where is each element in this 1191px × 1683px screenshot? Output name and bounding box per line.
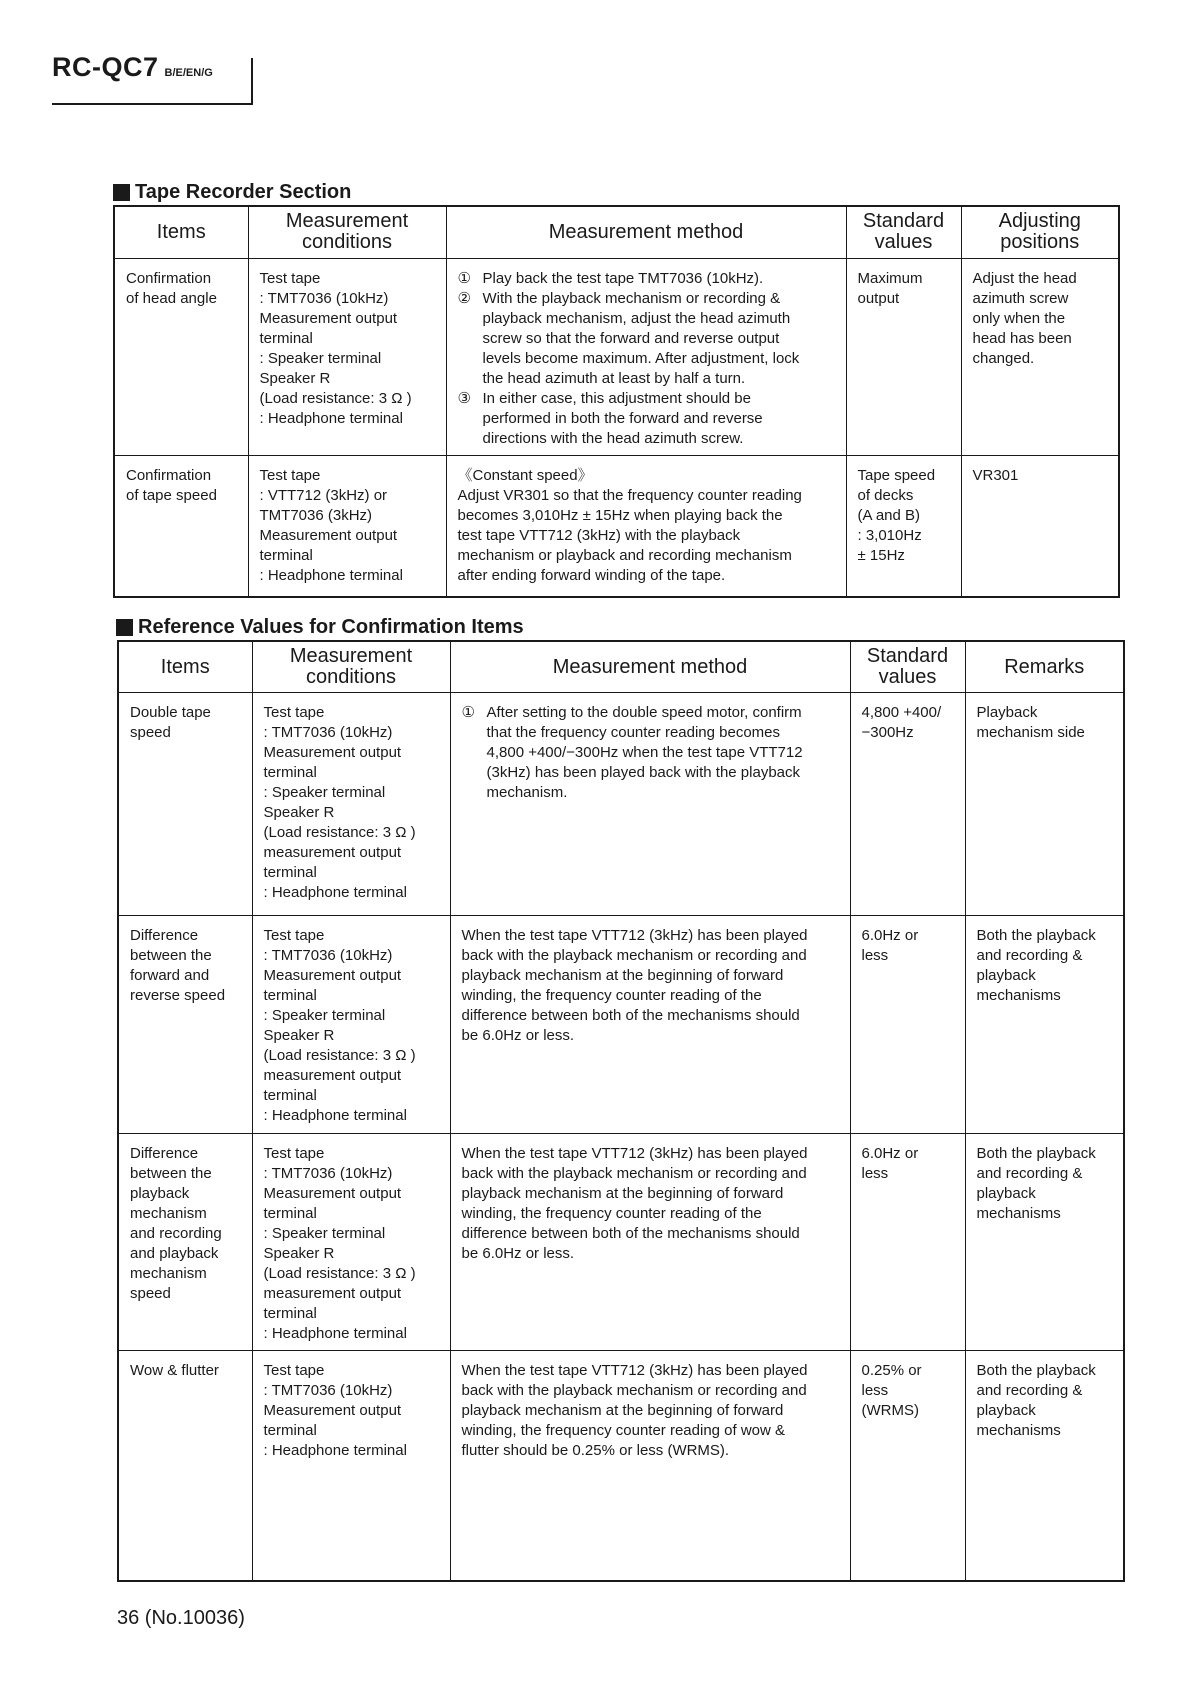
conditions-cell: Test tape : TMT7036 (10kHz) Measurement output terminal : Speaker terminal Speaker R (Load resistance: 3 Ω ) measurement output terminal : Headphone terminal: [252, 1134, 450, 1351]
square-bullet-icon: [116, 619, 133, 636]
method-step: ③ In either case, this adjustment should be performed in both the forward and reverse directions with the head azimuth screw.: [457, 389, 763, 447]
table-header-row: [114, 206, 1119, 258]
model-title: RC-QC7: [52, 52, 159, 82]
column-header: Measurement conditions: [248, 206, 446, 258]
method-step: ① Play back the test tape TMT7036 (10kHz).: [457, 269, 764, 287]
section-title-tape-recorder: [113, 181, 351, 204]
item-cell: Confirmation of tape speed: [114, 455, 248, 597]
method-step: ① After setting to the double speed motor, confirm that the frequency counter reading becomes 4,800 +400/−300Hz when the test tape VTT712 (3kHz) has been played back with the playback mechanism.: [461, 704, 803, 801]
remarks-cell: Playback mechanism side: [965, 693, 1124, 916]
section-title-reference-values: [116, 616, 524, 639]
column-header: Measurement method: [446, 206, 846, 258]
reference-values-table: [117, 640, 1125, 1582]
standard-values-cell: 6.0Hz or less: [850, 916, 965, 1134]
header-rule-tick: [251, 58, 253, 105]
section-title-text: Reference Values for Confirmation Items: [138, 616, 524, 638]
tape-recorder-table: [113, 205, 1120, 598]
item-cell: Wow & flutter: [118, 1351, 252, 1581]
column-header: Standard values: [846, 206, 961, 258]
column-header: Adjusting positions: [961, 206, 1119, 258]
adjusting-positions-cell: Adjust the head azimuth screw only when the head has been changed.: [961, 258, 1119, 455]
header-rule: [52, 103, 252, 105]
standard-values-cell: Tape speed of decks (A and B) : 3,010Hz ± 15Hz: [846, 455, 961, 597]
column-header: Items: [114, 206, 248, 258]
standard-values-cell: 4,800 +400/ −300Hz: [850, 693, 965, 916]
item-cell: Difference between the playback mechanism and recording and playback mechanism speed: [118, 1134, 252, 1351]
item-cell: Double tape speed: [118, 693, 252, 916]
column-header: Measurement conditions: [252, 641, 450, 693]
remarks-cell: Both the playback and recording & playback mechanisms: [965, 916, 1124, 1134]
conditions-cell: Test tape : TMT7036 (10kHz) Measurement output terminal : Speaker terminal Speaker R (Load resistance: 3 Ω ) : Headphone terminal: [248, 258, 446, 455]
remarks-cell: Both the playback and recording & playback mechanisms: [965, 1134, 1124, 1351]
column-header: Measurement method: [450, 641, 850, 693]
conditions-cell: Test tape : TMT7036 (10kHz) Measurement output terminal : Speaker terminal Speaker R (Load resistance: 3 Ω ) measurement output terminal : Headphone terminal: [252, 693, 450, 916]
adjusting-positions-cell: VR301: [961, 455, 1119, 597]
method-step: ② With the playback mechanism or recording & playback mechanism, adjust the head azimuth screw so that the forward and reverse output levels become maximum. After adjustment, lock the head azimuth at least by half a turn.: [457, 289, 800, 387]
method-cell: 《Constant speed》 Adjust VR301 so that the frequency counter reading becomes 3,010Hz ± 15Hz when playing back the test tape VTT712 (3kHz) with the playback mechanism or playback and recording mechanism after ending forward winding of the tape.: [446, 455, 846, 597]
table-row: [118, 1351, 1124, 1581]
method-cell: When the test tape VTT712 (3kHz) has been played back with the playback mechanism or recording and playback mechanism at the beginning of forward winding, the frequency counter reading of the difference between both of the mechanisms should be 6.0Hz or less.: [450, 916, 850, 1134]
column-header: Remarks: [965, 641, 1124, 693]
column-header: Standard values: [850, 641, 965, 693]
standard-values-cell: 6.0Hz or less: [850, 1134, 965, 1351]
item-cell: Difference between the forward and reverse speed: [118, 916, 252, 1134]
document-header: [52, 52, 213, 83]
method-cell: When the test tape VTT712 (3kHz) has been played back with the playback mechanism or recording and playback mechanism at the beginning of forward winding, the frequency counter reading of wow & flutter should be 0.25% or less (WRMS).: [450, 1351, 850, 1581]
section-title-text: Tape Recorder Section: [135, 181, 352, 203]
column-header: Items: [118, 641, 252, 693]
remarks-cell: Both the playback and recording & playback mechanisms: [965, 1351, 1124, 1581]
table-row: [114, 455, 1119, 597]
method-cell: [446, 258, 846, 455]
table-row: [114, 258, 1119, 455]
square-bullet-icon: [113, 184, 130, 201]
standard-values-cell: 0.25% or less (WRMS): [850, 1351, 965, 1581]
conditions-cell: Test tape : TMT7036 (10kHz) Measurement output terminal : Speaker terminal Speaker R (Load resistance: 3 Ω ) measurement output terminal : Headphone terminal: [252, 916, 450, 1134]
page-number: 36 (No.10036): [117, 1607, 245, 1629]
table-row: [118, 1134, 1124, 1351]
conditions-cell: Test tape : TMT7036 (10kHz) Measurement output terminal : Headphone terminal: [252, 1351, 450, 1581]
table-row: [118, 916, 1124, 1134]
standard-values-cell: Maximum output: [846, 258, 961, 455]
item-cell: Confirmation of head angle: [114, 258, 248, 455]
method-cell: When the test tape VTT712 (3kHz) has been played back with the playback mechanism or recording and playback mechanism at the beginning of forward winding, the frequency counter reading of the difference between both of the mechanisms should be 6.0Hz or less.: [450, 1134, 850, 1351]
conditions-cell: Test tape : VTT712 (3kHz) or TMT7036 (3kHz) Measurement output terminal : Headphone terminal: [248, 455, 446, 597]
model-suffix: B/E/EN/G: [164, 67, 213, 79]
method-cell: [450, 693, 850, 916]
table-row: [118, 693, 1124, 916]
table-header-row: [118, 641, 1124, 693]
